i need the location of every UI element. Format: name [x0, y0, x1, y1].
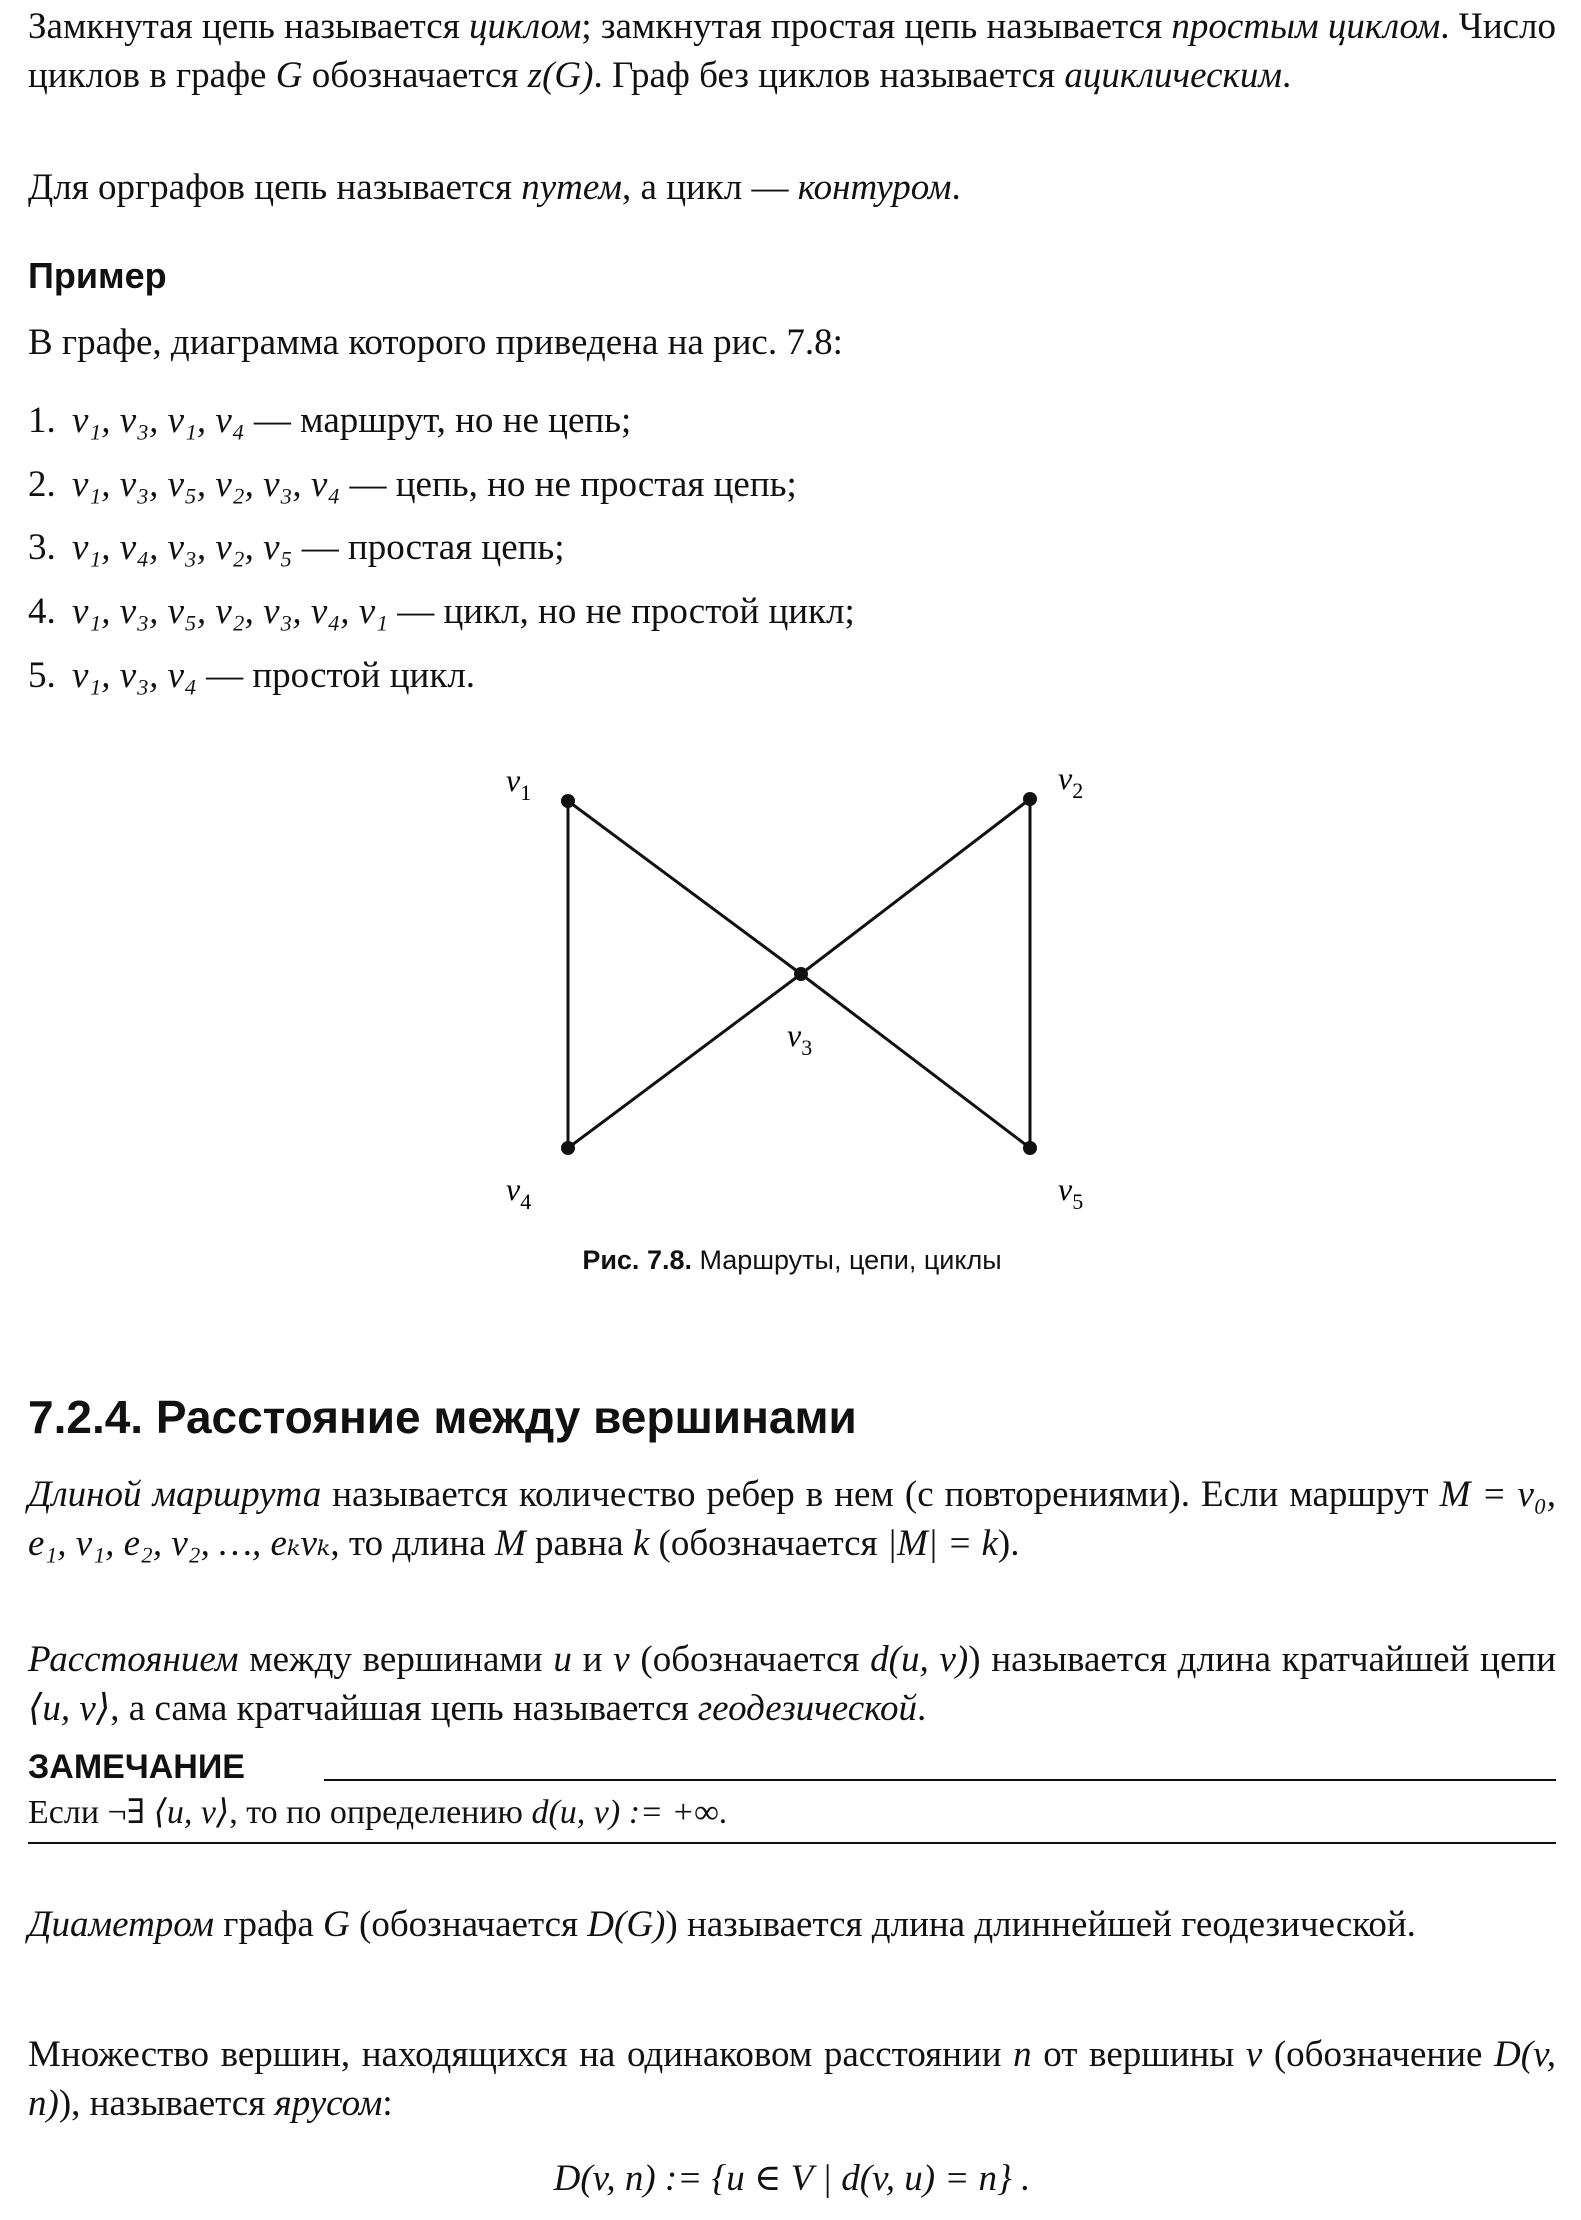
vertex-index: 5 — [1072, 1189, 1084, 1214]
text: Множество вершин, находящихся на одинаковом расстоянии — [28, 2034, 1014, 2075]
math-n: n — [1013, 2034, 1032, 2075]
figure-caption — [28, 1245, 1556, 1276]
paragraph-digraphs — [28, 163, 961, 212]
term-path: путем — [521, 167, 623, 208]
example-heading: Пример — [28, 255, 167, 296]
item-number: 1. — [28, 400, 56, 441]
text: . — [718, 1794, 728, 1831]
edge-v3-v4 — [568, 974, 801, 1148]
item-number: 5. — [28, 655, 56, 696]
text: и — [571, 1639, 614, 1680]
vertex-label-v1 — [506, 762, 531, 805]
math-zG: z(G) — [527, 55, 594, 96]
item-description: — простой цикл. — [196, 655, 476, 696]
vertex-label-v2 — [1058, 760, 1083, 803]
caption-label: Рис. 7.8. — [582, 1245, 692, 1275]
term-distance: Расстоянием — [28, 1639, 239, 1680]
item-vertex-sequence: v₁, v₃, v₅, v₂, v₃, v₄ — [72, 464, 341, 505]
term-contour: контуром — [797, 167, 952, 208]
text: . Число циклов в графе — [28, 6, 1557, 96]
math-v: v — [613, 1639, 630, 1680]
page — [28, 0, 1556, 2220]
vertex-letter: v — [506, 1171, 521, 1207]
example-item — [28, 651, 475, 700]
text: ) называется длина кратчайшей цепи — [968, 1639, 1556, 1680]
item-description: — цикл, но не простой цикл; — [388, 591, 855, 632]
math-u: u — [553, 1639, 572, 1680]
vertex-index: 2 — [1072, 778, 1084, 803]
paragraph-cycles — [28, 2, 1556, 100]
text: называется количество ребер в нем (с повторениями). Если маршрут — [321, 1474, 1440, 1515]
vertex-index: 1 — [520, 780, 532, 805]
example-item — [28, 460, 797, 509]
note-heading: ЗАМЕЧАНИЕ — [28, 1748, 245, 1786]
example-item — [28, 396, 631, 445]
text: ) называется длина длиннейшей геодезической. — [665, 1904, 1416, 1945]
term-tier: ярусом — [274, 2083, 383, 2124]
text: Если ¬∃ — [28, 1794, 154, 1831]
text: ). — [997, 1523, 1020, 1564]
graph-figure — [28, 748, 1556, 1308]
text: , то длина — [330, 1523, 495, 1564]
note-top-rule — [324, 1779, 1556, 1781]
item-vertex-sequence: v₁, v₃, v₄ — [72, 655, 197, 696]
vertex-index: 3 — [801, 1035, 813, 1060]
term-cycle: циклом — [468, 6, 582, 47]
section-heading: 7.2.4. Расстояние между вершинами — [28, 1391, 857, 1443]
math-Dvn: D(v, n) — [28, 2034, 1557, 2124]
text: (обозначается — [629, 1639, 871, 1680]
math-distance: d(u, v) — [870, 1639, 969, 1680]
term-diameter: Диаметром — [28, 1904, 215, 1945]
text: Для орграфов цепь называется — [28, 167, 522, 208]
caption-text: Маршруты, цепи, циклы — [691, 1245, 1002, 1275]
vertex-letter: v — [787, 1017, 802, 1053]
paragraph-tier — [28, 2030, 1556, 2128]
example-item — [28, 587, 855, 636]
paragraph-distance — [28, 1635, 1556, 1733]
math-DG: D(G) — [587, 1904, 666, 1945]
item-description: — цепь, но не простая цепь; — [340, 464, 797, 505]
text: обозначается — [302, 55, 528, 96]
vertex-v5 — [1023, 1141, 1037, 1155]
text: графа — [214, 1904, 324, 1945]
text: . Граф без циклов называется — [593, 55, 1065, 96]
vertex-letter: v — [1058, 760, 1073, 796]
vertex-v1 — [561, 794, 575, 808]
text: . — [917, 1688, 927, 1729]
term-acyclic: ациклическим — [1064, 55, 1282, 96]
text: , а сама кратчайшая цепь называется — [110, 1688, 698, 1729]
edge-v1-v3 — [568, 801, 801, 974]
text: : — [382, 2083, 393, 2124]
edge-v3-v5 — [801, 974, 1030, 1148]
text: ), называется — [58, 2083, 275, 2124]
math-M: M — [494, 1523, 526, 1564]
item-vertex-sequence: v₁, v₄, v₃, v₂, v₅ — [72, 527, 293, 568]
item-number: 2. — [28, 464, 56, 505]
item-number: 4. — [28, 591, 56, 632]
vertex-letter: v — [1058, 1171, 1073, 1207]
term-geodesic: геодезической — [697, 1688, 918, 1729]
vertex-v3 — [794, 967, 808, 981]
text: , то по определению — [229, 1794, 532, 1831]
paragraph-diameter — [28, 1900, 1556, 1949]
term-route-length: Длиной маршрута — [28, 1474, 322, 1515]
vertex-index: 4 — [520, 1189, 532, 1214]
vertex-letter: v — [506, 762, 521, 798]
vertex-v2 — [1023, 792, 1037, 806]
text: . — [1281, 55, 1292, 96]
edge-v2-v3 — [801, 799, 1030, 974]
text: ; замкнутая простая цепь называется — [581, 6, 1172, 47]
math-length: |M| = k — [886, 1523, 998, 1564]
math-k: k — [632, 1523, 650, 1564]
text: Замкнутая цепь называется — [28, 6, 469, 47]
item-number: 3. — [28, 527, 56, 568]
text: , а цикл — — [622, 167, 798, 208]
math-v: v — [1245, 2034, 1263, 2075]
item-description: — простая цепь; — [292, 527, 565, 568]
tier-formula: D(v, n) := {u ∈ V | d(v, u) = n} . — [553, 2158, 1031, 2199]
term-simple-cycle: простым циклом — [1171, 6, 1441, 47]
vertex-label-v5 — [1058, 1171, 1083, 1214]
paragraph-route-length — [28, 1470, 1556, 1568]
item-vertex-sequence: v₁, v₃, v₁, v₄ — [72, 400, 245, 441]
text: (обозначается — [649, 1523, 887, 1564]
math-chain: ⟨u, v⟩ — [28, 1688, 111, 1729]
text: (обозначение — [1262, 2034, 1495, 2075]
math-route: M = v₀, e₁, v₁, e₂, v₂, …, eₖvₖ — [28, 1474, 1556, 1564]
vertex-label-v3 — [787, 1017, 812, 1060]
item-description: — маршрут, но не цепь; — [244, 400, 632, 441]
note-bottom-rule — [28, 1842, 1556, 1844]
math-inf-distance: d(u, v) := +∞ — [531, 1794, 719, 1831]
vertex-v4 — [561, 1141, 575, 1155]
text: . — [951, 167, 961, 208]
text: между вершинами — [238, 1639, 554, 1680]
math-G: G — [323, 1904, 350, 1945]
text: (обозначается — [349, 1904, 588, 1945]
note-text — [28, 1790, 727, 1836]
math-G: G — [275, 55, 303, 96]
text: от вершины — [1031, 2034, 1246, 2075]
example-intro: В графе, диаграмма которого приведена на рис. 7.8: — [28, 322, 843, 363]
math-chain: ⟨u, v⟩ — [153, 1794, 230, 1831]
text: равна — [525, 1523, 633, 1564]
item-vertex-sequence: v₁, v₃, v₅, v₂, v₃, v₄, v₁ — [72, 591, 388, 632]
vertex-label-v4 — [506, 1171, 531, 1214]
example-item — [28, 523, 565, 572]
